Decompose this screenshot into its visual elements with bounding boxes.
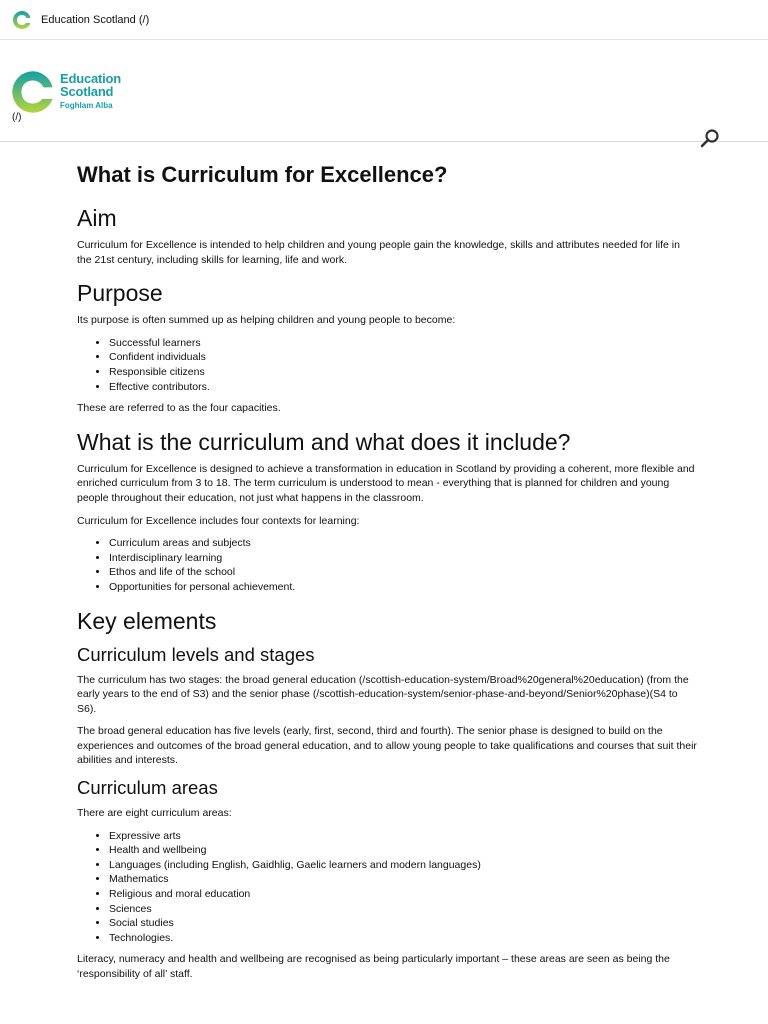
contexts-list <box>109 536 697 594</box>
purpose-heading: Purpose <box>77 280 163 307</box>
list-item: • Sciences <box>109 902 697 917</box>
svg-text:s: s <box>27 80 39 103</box>
search-icon[interactable] <box>700 128 720 148</box>
curriculum-intro: Curriculum for Excellence includes four contexts for learning: <box>77 514 360 527</box>
home-link-top[interactable]: Education Scotland (/) <box>41 13 150 26</box>
logo-line-1: Education <box>60 71 122 86</box>
list-item: • Curriculum areas and subjects <box>109 536 697 551</box>
levels-text-2: The broad general education has five levels (early, first, second, third and fourth). The senior phase is designed to build on the experiences and outcomes of the broad general education, and to allow young people to take qualifications and courses that suit their abilities and interests. <box>77 725 697 767</box>
page-title: What is Curriculum for Excellence? <box>77 162 448 187</box>
svg-text:s: s <box>19 14 25 24</box>
education-scotland-small-logo-icon <box>12 10 32 30</box>
levels-heading: Curriculum levels and stages <box>77 643 315 665</box>
site-logo[interactable] <box>10 69 121 115</box>
list-item: • Expressive arts <box>109 829 697 844</box>
site-header <box>0 40 768 142</box>
areas-heading: Curriculum areas <box>77 777 218 799</box>
home-link[interactable]: (/) <box>12 112 22 123</box>
aim-heading: Aim <box>77 205 117 231</box>
logo-line-3: Foghlam Alba <box>60 101 113 110</box>
list-item: • Health and wellbeing <box>109 843 697 858</box>
capacities-list <box>109 336 697 394</box>
main-content <box>77 160 697 990</box>
list-item: • Confident individuals <box>109 350 697 365</box>
logo-line-2: Scotland <box>60 84 114 99</box>
curriculum-heading: What is the curriculum and what does it include? <box>77 428 571 455</box>
list-item: • Mathematics <box>109 872 697 887</box>
levels-text-1: The curriculum has two stages: the broad general education (/scottish-education-system/Broad%20general%20education) (from the early years to the end of S3) and the senior phase (/scottish-education-system/senior-phase-and-beyond/Senior%20phase)(S4 to S6). <box>77 673 689 715</box>
purpose-intro: Its purpose is often summed up as helping children and young people to become: <box>77 314 456 327</box>
list-item: • Social studies <box>109 916 697 931</box>
list-item: • Technologies. <box>109 931 697 946</box>
list-item: • Responsible citizens <box>109 365 697 380</box>
top-bar <box>0 0 768 40</box>
list-item: • Languages (including English, Gaidhlig, Gaelic learners and modern languages) <box>109 858 697 873</box>
list-item: • Successful learners <box>109 336 697 351</box>
education-scotland-logo-icon <box>10 69 56 115</box>
aim-text: Curriculum for Excellence is intended to help children and young people gain the knowledge, skills and attributes needed for life in the 21st century, including skills for learning, life and work. <box>77 239 680 266</box>
list-item: • Religious and moral education <box>109 887 697 902</box>
areas-intro: There are eight curriculum areas: <box>77 807 232 820</box>
list-item: • Ethos and life of the school <box>109 565 697 580</box>
key-elements-heading: Key elements <box>77 607 217 634</box>
list-item: • Interdisciplinary learning <box>109 551 697 566</box>
purpose-outro: These are referred to as the four capacities. <box>77 402 281 415</box>
areas-outro: Literacy, numeracy and health and wellbeing are recognised as being particularly important – these areas are seen as being the ‘responsibility of all’ staff. <box>77 953 670 980</box>
list-item: • Effective contributors. <box>109 380 697 395</box>
list-item: • Opportunities for personal achievement. <box>109 580 697 595</box>
curriculum-text: Curriculum for Excellence is designed to achieve a transformation in education in Scotland by providing a coherent, more flexible and enriched curriculum from 3 to 18. The term curriculum is understood to mean - everything that is planned for children and young people throughout their education, not just what happens in the classroom. <box>77 462 695 504</box>
areas-list <box>109 829 697 946</box>
